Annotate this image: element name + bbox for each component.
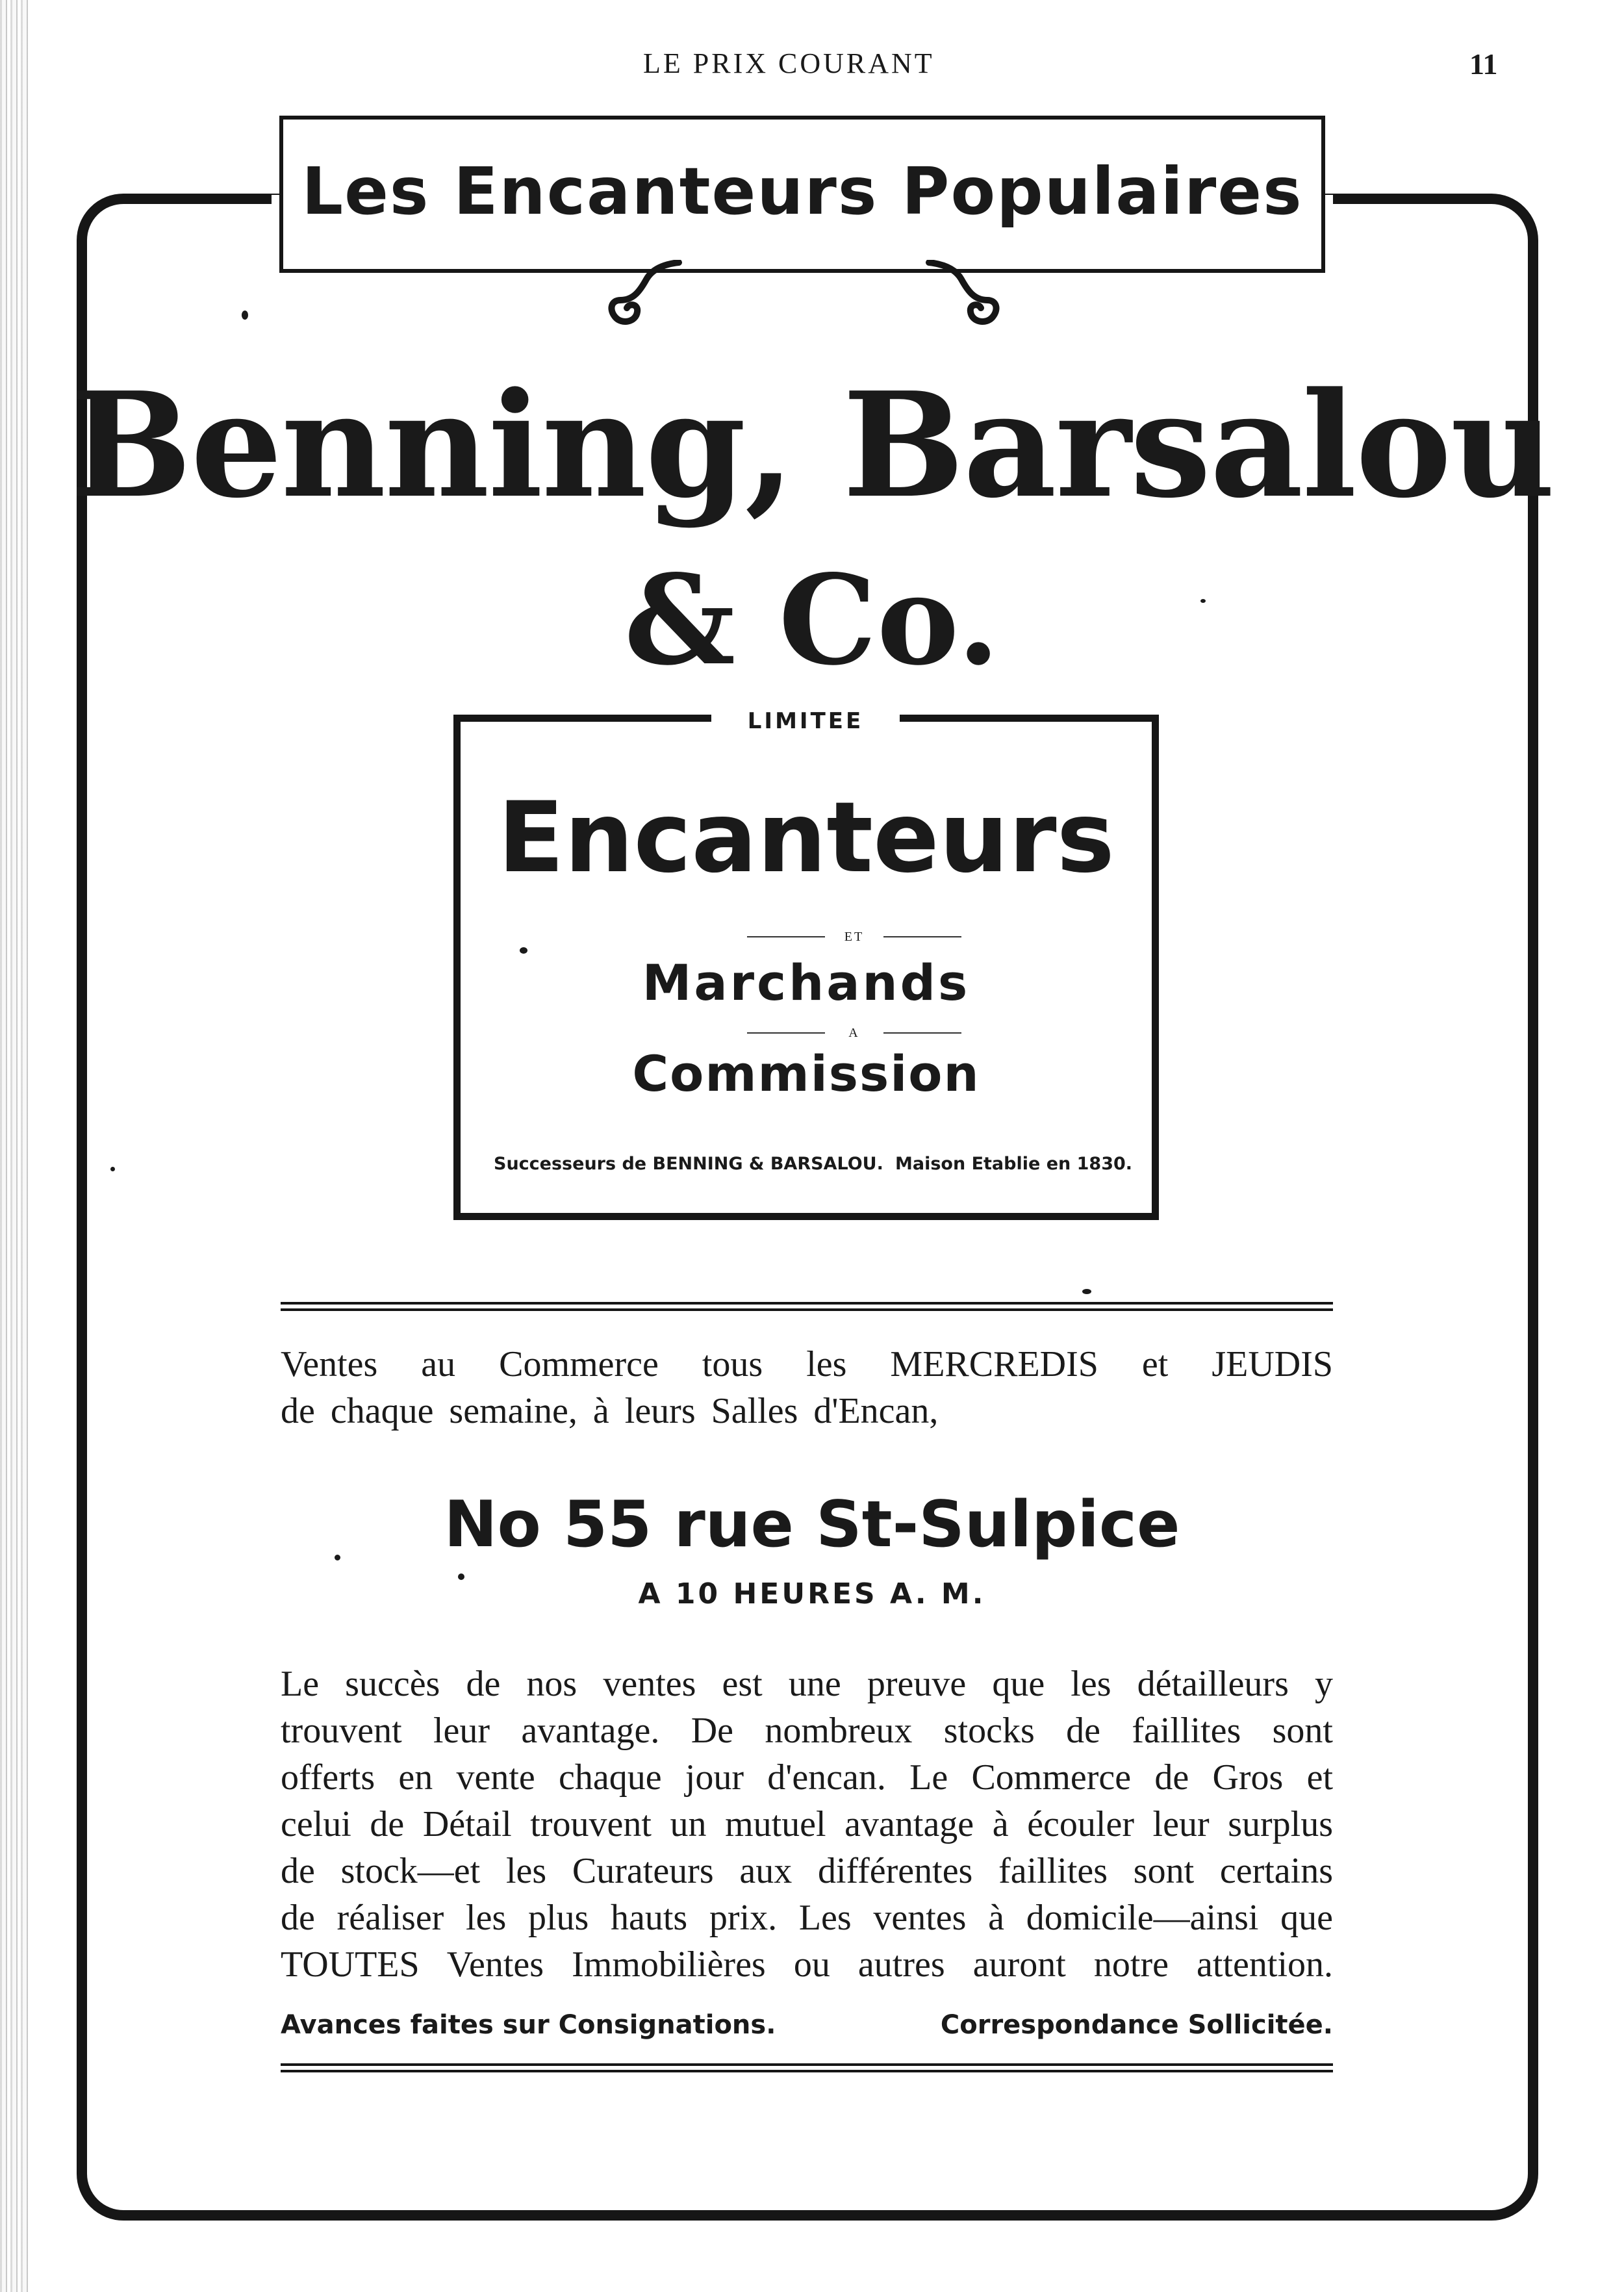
body-paragraph	[281, 1661, 1333, 1988]
marchands-line: Marchands	[642, 954, 971, 1012]
established-note: Maison Etablie en 1830.	[895, 1154, 1133, 1174]
print-speck	[458, 1573, 464, 1580]
successors-note: Successeurs de BENNING & BARSALOU.	[494, 1154, 883, 1174]
encanteurs-title: Encanteurs	[498, 782, 1115, 895]
running-header	[0, 47, 1624, 86]
sales-schedule-line-1: Ventes au Commerce tous les MERCREDIS et JEUDIS	[281, 1344, 1333, 1384]
auction-address: No 55 rue St-Sulpice	[444, 1488, 1180, 1562]
connector-et: ET	[747, 929, 961, 945]
body-line: trouvent leur avantage. De nombreux stocks de faillites sont	[281, 1711, 1333, 1751]
scroll-ornament-right-icon	[916, 260, 1000, 331]
body-line: de stock—et les Curateurs aux différentes faillites sont certains	[281, 1851, 1333, 1891]
print-speck	[1082, 1289, 1091, 1294]
commission-line: Commission	[632, 1045, 980, 1102]
print-speck	[335, 1555, 340, 1560]
print-speck	[110, 1167, 115, 1171]
body-line: offerts en vente chaque jour d'encan. Le Commerce de Gros et	[281, 1757, 1333, 1798]
consignment-advances-note: Avances faites sur Consignations.	[281, 2010, 776, 2040]
limitee-label: LIMITEE	[711, 706, 900, 737]
print-speck	[242, 311, 248, 320]
print-speck	[1200, 599, 1206, 603]
divider-lower	[281, 2063, 1333, 2072]
running-title: LE PRIX COURANT	[643, 47, 935, 79]
banner-box	[279, 116, 1325, 273]
scanned-page-edge	[0, 0, 30, 2292]
body-line: celui de Détail trouvent un mutuel avantage à écouler leur surplus	[281, 1804, 1333, 1844]
scroll-ornament-left-icon	[607, 260, 692, 331]
body-line: TOUTES Ventes Immobilières ou autres auront notre attention.	[281, 1944, 1333, 1985]
body-line: de réaliser les plus hauts prix. Les ventes à domicile—ainsi que	[281, 1898, 1333, 1938]
sales-schedule-line-2: de chaque semaine, à leurs Salles d'Encan,	[281, 1391, 939, 1431]
firm-name: Benning, Barsalou	[70, 361, 1554, 530]
page-number: 11	[1469, 47, 1498, 81]
correspondence-note: Correspondance Sollicitée.	[940, 2010, 1333, 2040]
print-speck	[520, 947, 527, 954]
auction-hour: A 10 HEURES A. M.	[638, 1577, 986, 1611]
firm-suffix: & Co.	[624, 548, 1000, 693]
divider-upper	[281, 1302, 1333, 1311]
connector-a: A	[747, 1025, 961, 1041]
banner-title: Les Encanteurs Populaires	[301, 153, 1303, 229]
body-line: Le succès de nos ventes est une preuve que les détailleurs y	[281, 1664, 1333, 1704]
